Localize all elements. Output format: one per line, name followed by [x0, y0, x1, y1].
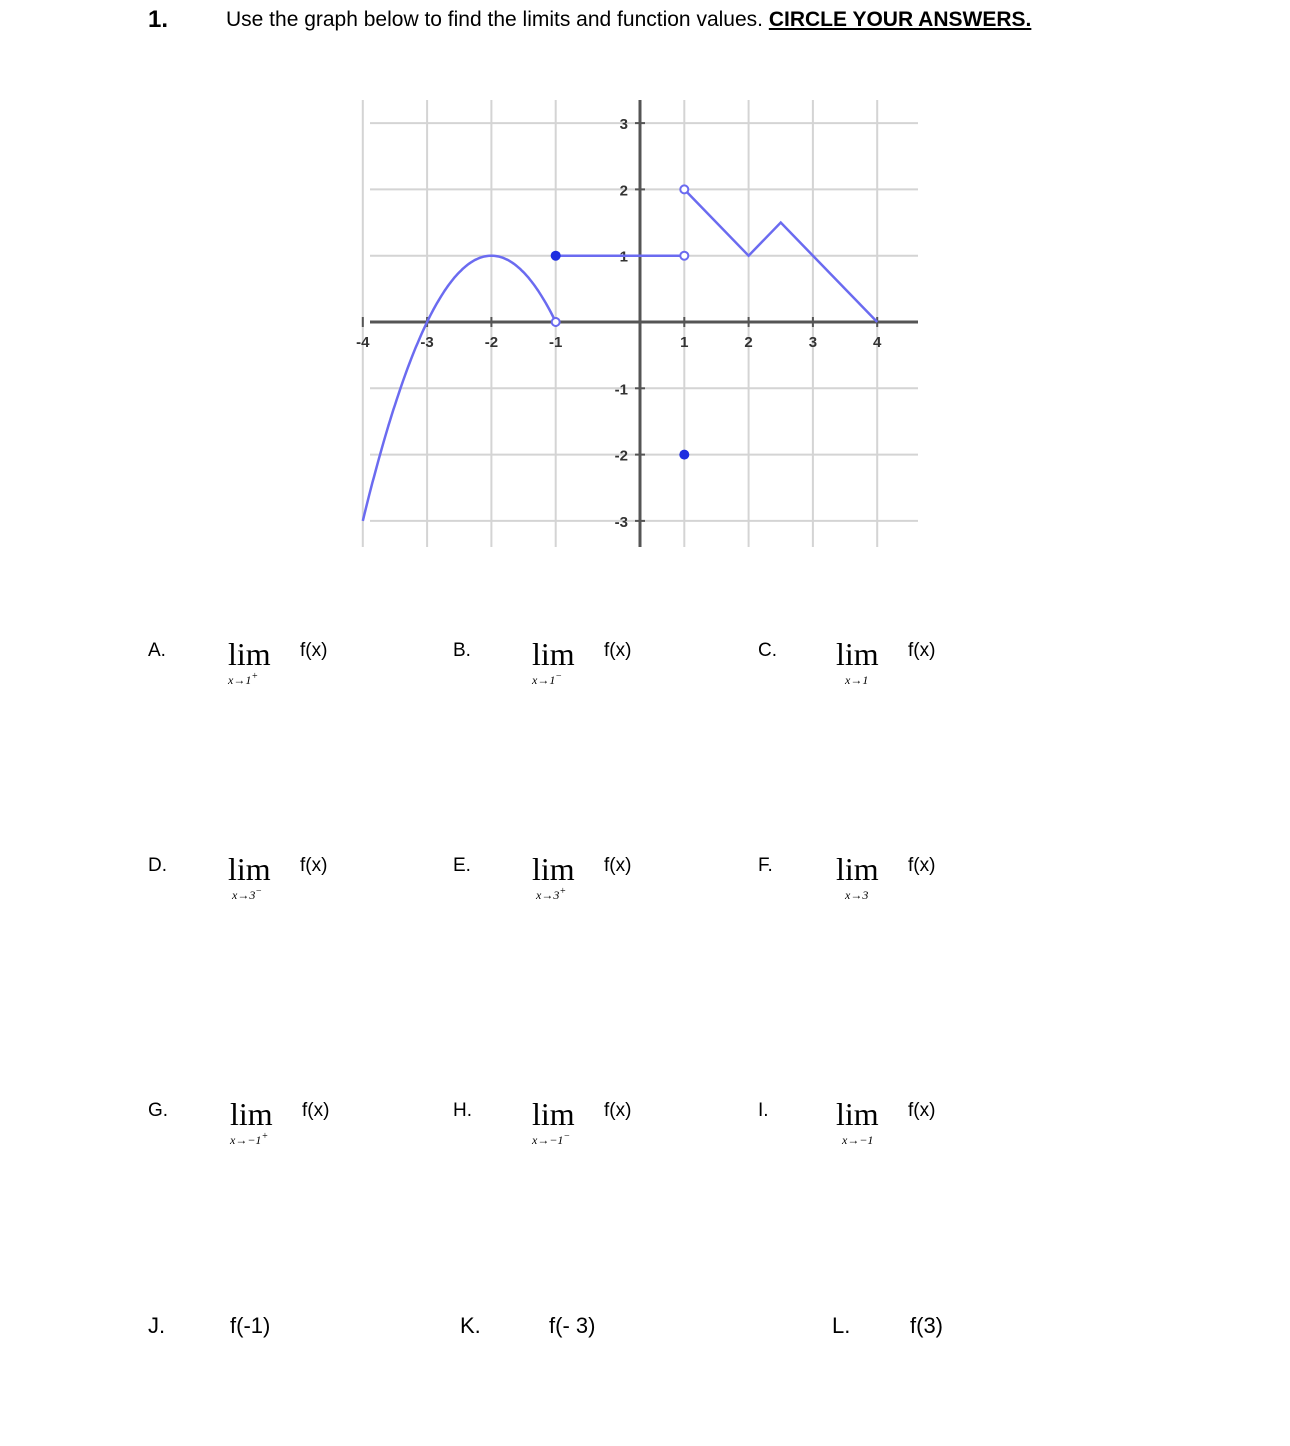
limit-subscript: x→−1− — [532, 1131, 571, 1147]
limit-subscript: x→3+ — [536, 886, 567, 902]
problem-k-function: f(- 3) — [549, 1313, 596, 1338]
instruction-emphasis: CIRCLE YOUR ANSWERS. — [768, 8, 1032, 31]
instruction-main: Use the graph below to find the limits and function values. — [226, 8, 763, 31]
lim-word: lim — [532, 851, 575, 887]
limit-subscript: x→1 — [845, 673, 869, 687]
problem-d-function: f(x) — [300, 855, 328, 876]
lim-word: lim — [836, 851, 879, 887]
problem-f-letter: F. — [758, 855, 773, 876]
y-tick-label: 3 — [619, 116, 628, 134]
problem-j-function: f(-1) — [230, 1313, 271, 1338]
problem-h-function: f(x) — [604, 1100, 632, 1121]
problem-j-letter: J. — [148, 1313, 166, 1338]
open-point — [552, 318, 560, 326]
problem-l-letter: L. — [832, 1313, 851, 1338]
x-tick-label: -1 — [549, 334, 563, 351]
problem-h-letter: H. — [453, 1100, 472, 1121]
open-point — [680, 185, 688, 193]
limit-subscript: x→3− — [232, 886, 263, 902]
y-tick-label: -2 — [614, 447, 628, 465]
problem-a-function: f(x) — [300, 640, 328, 661]
limit-subscript: x→−1+ — [230, 1131, 269, 1147]
closed-point — [679, 450, 689, 460]
problem-b-function: f(x) — [604, 640, 632, 661]
instruction-text — [226, 8, 1031, 32]
problem-e-letter: E. — [453, 855, 471, 876]
y-tick-label: 2 — [619, 182, 628, 200]
problem-i-letter: I. — [758, 1100, 769, 1121]
x-tick-label: 4 — [873, 334, 882, 351]
x-tick-label: 2 — [744, 334, 753, 351]
problem-i-function: f(x) — [908, 1100, 936, 1121]
function-graph — [356, 95, 930, 555]
x-tick-label: -2 — [484, 334, 499, 351]
y-tick-label: -1 — [614, 381, 628, 399]
lim-word: lim — [532, 636, 575, 672]
problem-a-letter: A. — [148, 640, 166, 661]
x-tick-label: -3 — [420, 334, 434, 351]
closed-point — [551, 251, 561, 261]
x-tick-label: 1 — [680, 334, 689, 351]
problem-k-letter: K. — [460, 1313, 481, 1338]
limit-subscript: x→−1 — [842, 1133, 874, 1147]
problem-g-letter: G. — [148, 1100, 169, 1121]
open-point — [680, 252, 688, 260]
y-tick-label: -3 — [614, 513, 628, 531]
problem-c-letter: C. — [758, 640, 777, 661]
limit-subscript: x→1− — [532, 671, 563, 687]
problem-b-letter: B. — [453, 640, 471, 661]
y-tick-label: 1 — [619, 248, 628, 266]
limit-subscript: x→1+ — [228, 671, 259, 687]
x-tick-label: 3 — [808, 334, 818, 351]
lim-word: lim — [836, 1096, 879, 1132]
problem-l-function: f(3) — [910, 1313, 943, 1338]
problem-g-function: f(x) — [302, 1100, 330, 1121]
problem-f-function: f(x) — [908, 855, 936, 876]
lim-word: lim — [228, 636, 271, 672]
problem-c-function: f(x) — [908, 640, 936, 661]
lim-word: lim — [532, 1096, 575, 1132]
problem-d-letter: D. — [148, 855, 167, 876]
lim-word: lim — [836, 636, 879, 672]
question-number: 1. — [148, 6, 169, 33]
limit-subscript: x→3 — [845, 888, 869, 902]
problem-e-function: f(x) — [604, 855, 632, 876]
x-tick-label: -4 — [356, 334, 370, 351]
lim-word: lim — [230, 1096, 273, 1132]
lim-word: lim — [228, 851, 271, 887]
